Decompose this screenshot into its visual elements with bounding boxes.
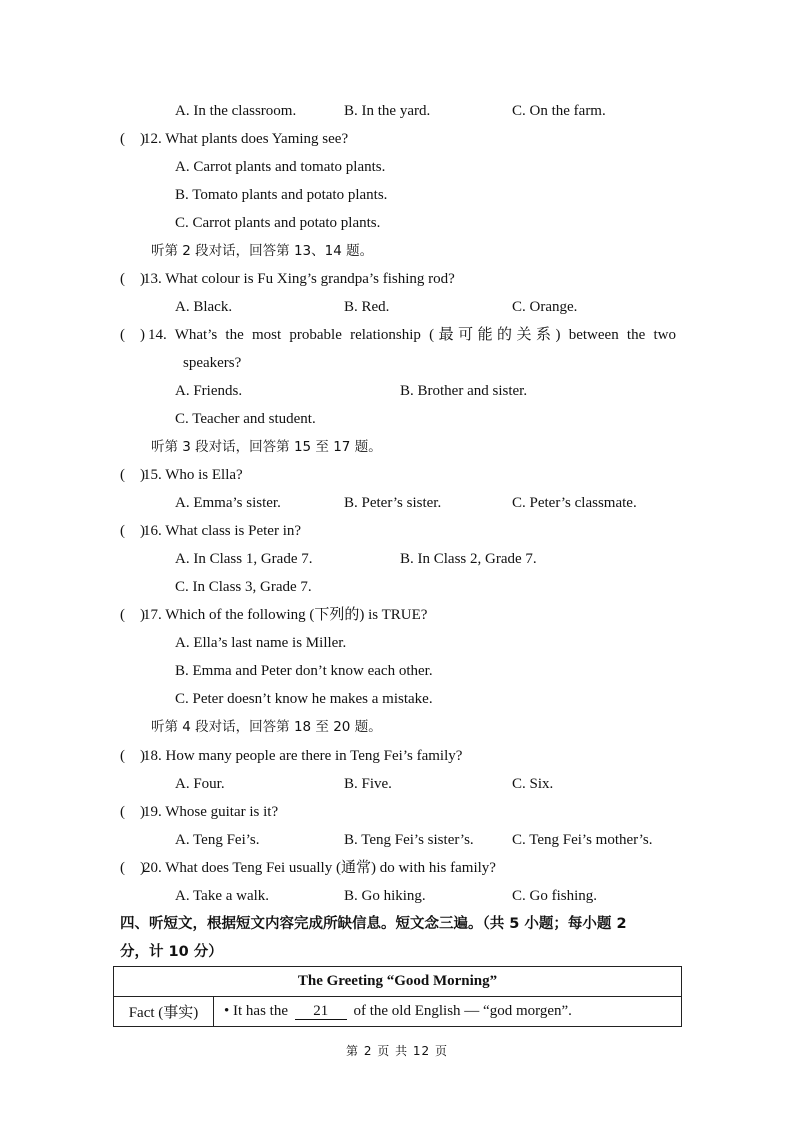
q18-option-b: B. Five. <box>344 776 392 792</box>
q19-option-a: A. Teng Fei’s. <box>175 832 260 848</box>
q12-option-c: C. Carrot plants and potato plants. <box>175 215 381 231</box>
q19-option-c: C. Teng Fei’s mother’s. <box>512 832 653 848</box>
q20-question: 20. What does Teng Fei usually (通常) do with his family? <box>143 860 496 876</box>
table-row <box>114 997 682 1027</box>
instruction-dialog-2: 听第 2 段对话，回答第 13、14 题。 <box>151 243 374 259</box>
q18-answer-paren[interactable]: ( ) <box>120 748 145 764</box>
greeting-table <box>113 966 682 1027</box>
q20-option-c: C. Go fishing. <box>512 888 598 904</box>
q12-answer-paren[interactable]: ( ) <box>120 131 145 147</box>
q14-question-line2: speakers? <box>183 355 242 371</box>
q12-option-b: B. Tomato plants and potato plants. <box>175 187 388 203</box>
instruction-dialog-4: 听第 4 段对话，回答第 18 至 20 题。 <box>151 719 382 735</box>
q17-option-c: C. Peter doesn’t know he makes a mistake. <box>175 691 433 707</box>
q13-option-a: A. Black. <box>175 299 233 315</box>
q13-option-b: B. Red. <box>344 299 390 315</box>
q16-option-c: C. In Class 3, Grade 7. <box>175 579 312 595</box>
q15-option-a: A. Emma’s sister. <box>175 495 281 511</box>
q20-option-b: B. Go hiking. <box>344 888 426 904</box>
q15-answer-paren[interactable]: ( ) <box>120 467 145 483</box>
fact-label: Fact (事实) <box>114 997 214 1027</box>
q20-option-a: A. Take a walk. <box>175 888 270 904</box>
q13-answer-paren[interactable]: ( ) <box>120 271 145 287</box>
q15-option-b: B. Peter’s sister. <box>344 495 442 511</box>
q15-option-c: C. Peter’s classmate. <box>512 495 637 511</box>
q16-answer-paren[interactable]: ( ) <box>120 523 145 539</box>
q13-option-c: C. Orange. <box>512 299 578 315</box>
q14-option-b: B. Brother and sister. <box>400 383 528 399</box>
q12-option-a: A. Carrot plants and tomato plants. <box>175 159 386 175</box>
q18-option-a: A. Four. <box>175 776 225 792</box>
page-footer: 第 2 页 共 12 页 <box>346 1044 448 1058</box>
q19-answer-paren[interactable]: ( ) <box>120 804 145 820</box>
blank-21[interactable]: 21 <box>295 1003 347 1020</box>
instruction-dialog-3: 听第 3 段对话，回答第 15 至 17 题。 <box>151 439 382 455</box>
fact-prefix: • It has the <box>224 1003 288 1019</box>
fact-suffix: of the old English — “god morgen”. <box>353 1003 572 1019</box>
fact-content <box>214 997 682 1027</box>
table-title: The Greeting “Good Morning” <box>114 967 682 997</box>
section-4-heading-line1: 四、听短文，根据短文内容完成所缺信息。短文念三遍。（共 5 小题；每小题 2 <box>120 916 627 932</box>
q16-option-a: A. In Class 1, Grade 7. <box>175 551 313 567</box>
q14-answer-paren[interactable]: ( ) <box>120 327 145 343</box>
q17-answer-paren[interactable]: ( ) <box>120 607 145 623</box>
q13-question: 13. What colour is Fu Xing’s grandpa’s fishing rod? <box>143 271 455 287</box>
q18-question: 18. How many people are there in Teng Fei’s family? <box>143 748 463 764</box>
q19-option-b: B. Teng Fei’s sister’s. <box>344 832 474 848</box>
q11-option-c: C. On the farm. <box>512 103 606 119</box>
q14-option-c: C. Teacher and student. <box>175 411 316 427</box>
q11-option-b: B. In the yard. <box>344 103 431 119</box>
q16-option-b: B. In Class 2, Grade 7. <box>400 551 537 567</box>
q12-question: 12. What plants does Yaming see? <box>143 131 349 147</box>
q19-question: 19. Whose guitar is it? <box>143 804 279 820</box>
q14-question-line1: 14. What’s the most probable relationship (最可能的关系) between the two <box>148 327 676 343</box>
q17-option-b: B. Emma and Peter don’t know each other. <box>175 663 433 679</box>
q14-option-a: A. Friends. <box>175 383 243 399</box>
q17-question: 17. Which of the following (下列的) is TRUE? <box>143 607 428 623</box>
q15-question: 15. Who is Ella? <box>143 467 243 483</box>
q17-option-a: A. Ella’s last name is Miller. <box>175 635 347 651</box>
q11-option-a: A. In the classroom. <box>175 103 297 119</box>
q18-option-c: C. Six. <box>512 776 554 792</box>
section-4-heading-line2: 分，计 10 分） <box>120 944 223 960</box>
q16-question: 16. What class is Peter in? <box>143 523 302 539</box>
q20-answer-paren[interactable]: ( ) <box>120 860 145 876</box>
